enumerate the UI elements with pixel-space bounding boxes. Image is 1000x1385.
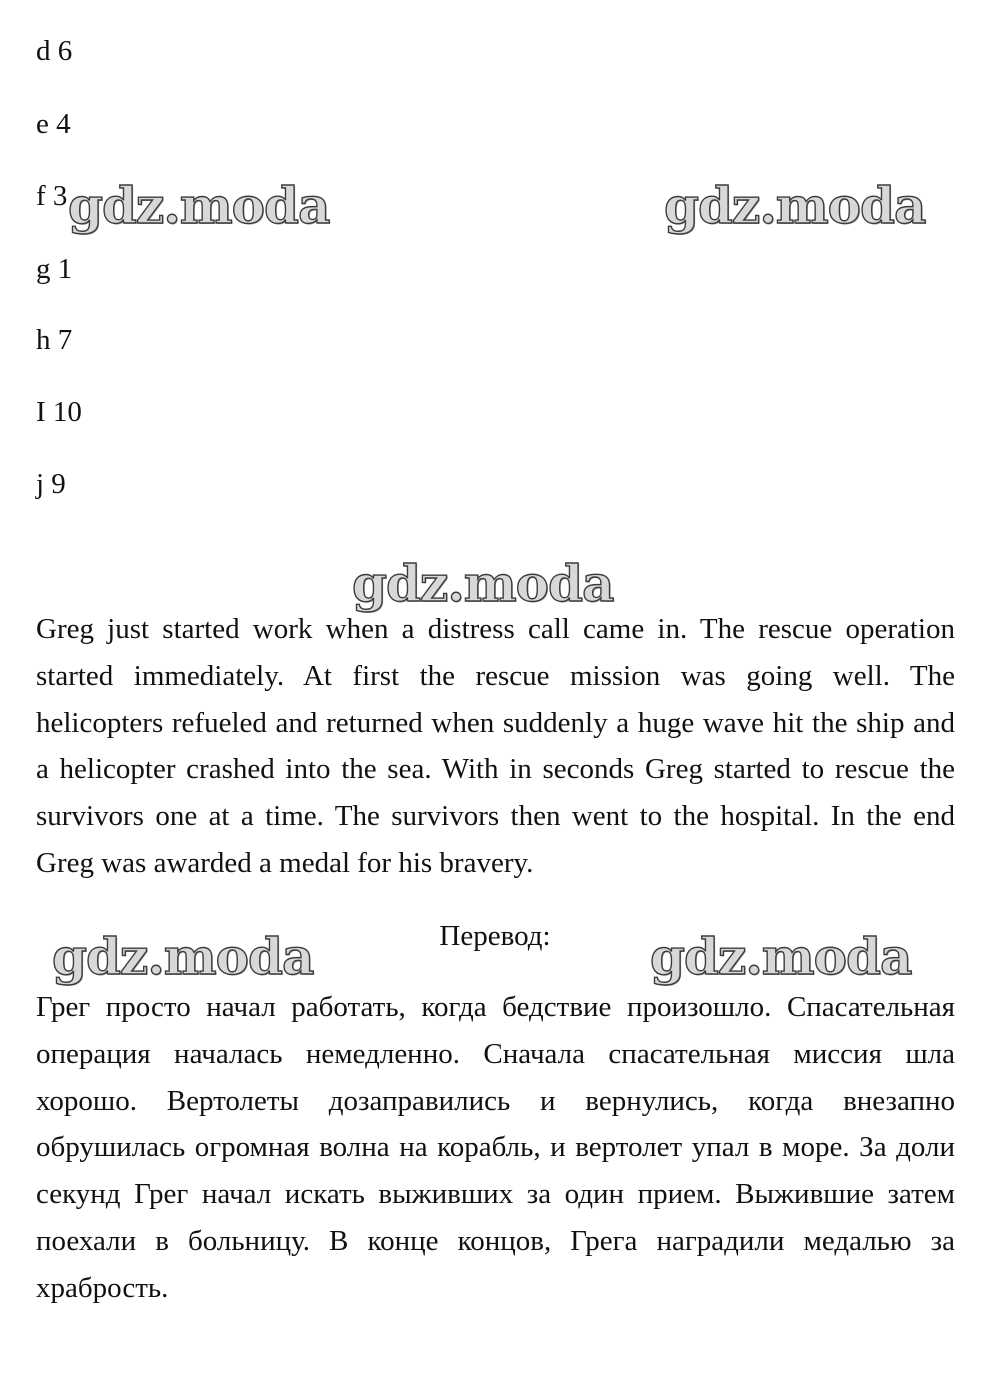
- translation-heading: Перевод:: [439, 920, 551, 952]
- watermark-logo: gdz.moda: [650, 927, 912, 986]
- answer-g: g 1: [36, 253, 73, 285]
- russian-paragraph: Грег просто начал работать, когда бедствие произошло. Спасательная операция началась немедленно. Сначала спасательная миссия шла хорошо. Вертолеты дозаправились и вернулись, когда внезапно обрушилась огромная волна на корабль, и вертолет упал в море. За доли секунд Грег начал искать выживших за один прием. Выжившие затем поехали в больницу. В конце концов, Грега наградили медалью за храбрость.: [36, 991, 955, 1304]
- answer-d: d 6: [36, 35, 73, 67]
- answer-i: I 10: [36, 396, 82, 428]
- answer-h: h 7: [36, 324, 73, 356]
- watermark-logo: gdz.moda: [352, 554, 614, 613]
- watermark-logo: gdz.moda: [68, 176, 330, 235]
- watermark-logo: gdz.moda: [664, 176, 926, 235]
- answer-e: e 4: [36, 108, 71, 140]
- answer-f: f 3: [36, 180, 68, 212]
- watermark-logo: gdz.moda: [52, 927, 314, 986]
- english-paragraph: Greg just started work when a distress call came in. The rescue operation started immediately. At first the rescue mission was going well. The helicopters refueled and returned when suddenly a huge wave hit the ship and a helicopter crashed into the sea. With in seconds Greg started to rescue the survivors one at a time. The survivors then went to the hospital. In the end Greg was awarded a medal for his bravery.: [36, 613, 955, 879]
- answer-j: j 9: [36, 468, 66, 500]
